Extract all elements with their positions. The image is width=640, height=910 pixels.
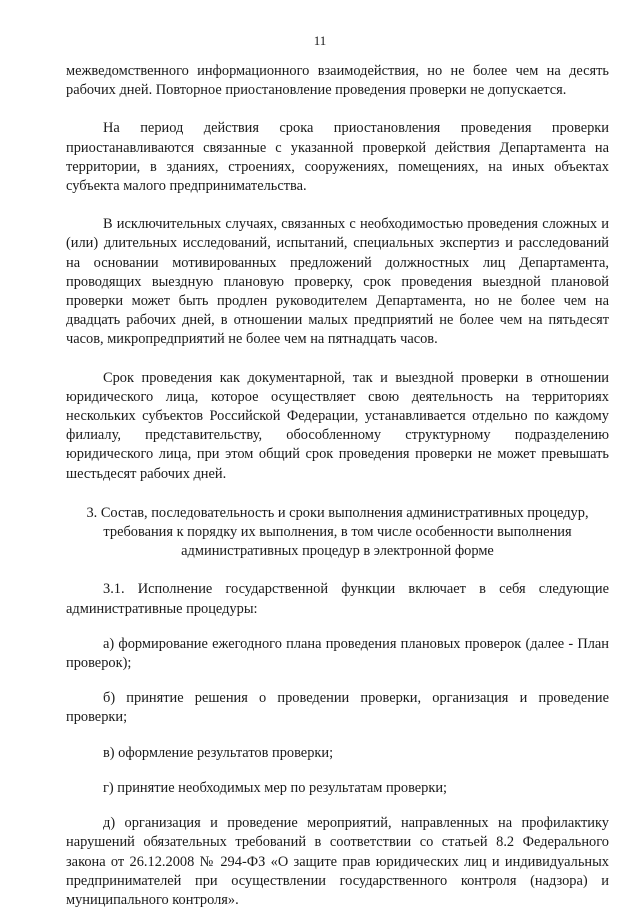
paragraph-multiple-regions: Срок проведения как документарной, так и выездной проверки в отношении юридического лица, которое осуществляет свою деятельность на территориях нескольких субъектов Российской Федерации, устанавливается отдельно по каждому филиалу, представительству, обособленному структурному подразделению юридического лица, при этом общий срок проведения проверки не может превышать шестьдесят рабочих дней. bbox=[66, 369, 609, 482]
page-number: 11 bbox=[313, 33, 327, 48]
document-body bbox=[66, 62, 609, 910]
section-heading-line: 3. Состав, последовательность и сроки выполнения административных процедур, bbox=[86, 504, 589, 521]
section-heading bbox=[66, 504, 609, 562]
paragraph-suspension-period: На период действия срока приостановления проведения проверки приостанавливаются связанные с указанной проверкой действия Департамента на территории, в зданиях, строениях, сооружениях, помещениях, на иных объектах субъекта малого предпринимательства. bbox=[66, 120, 609, 195]
paragraph-exceptional-cases: В исключительных случаях, связанных с необходимостью проведения сложных и (или) длительных исследований, испытаний, специальных экспертиз и расследований на основании мотивированных предложений должностных лиц Департамента, проводящих выездную плановую проверку, срок проведения выездной плановой проверки может быть продлен руководителем Департамента, но не более чем на двадцать рабочих дней, в отношении малых предприятий не более чем на пятьдесят часов, микропредприятий не более чем на пятнадцать часов. bbox=[66, 216, 609, 348]
section-heading-line: административных процедур в электронной форме bbox=[181, 543, 494, 560]
paragraph-3-1: 3.1. Исполнение государственной функции включает в себя следующие административные процедуры: bbox=[66, 581, 609, 617]
list-item-b: б) принятие решения о проведении проверки, организация и проведение проверки; bbox=[66, 690, 609, 726]
list-item-c: в) оформление результатов проверки; bbox=[103, 744, 334, 761]
list-item-a: а) формирование ежегодного плана проведения плановых проверок (далее - План проверок); bbox=[66, 635, 609, 672]
list-item-d: г) принятие необходимых мер по результатам проверки; bbox=[103, 779, 448, 796]
list-item-e: д) организация и проведение мероприятий, направленных на профилактику нарушений обязательных требований в соответствии со статьей 8.2 Федерального закона от 26.12.2008 № 294-ФЗ «О защите прав юридических лиц и индивидуальных предпринимателей при осуществлении государственного контроля (надзора) и муниципального контроля». bbox=[66, 815, 609, 908]
paragraph-continuation: межведомственного информационного взаимодействия, но не более чем на десять рабочих дней. Повторное приостановление проведения проверки не допускается. bbox=[66, 63, 609, 99]
section-heading-line: требования к порядку их выполнения, в том числе особенности выполнения bbox=[103, 524, 572, 541]
